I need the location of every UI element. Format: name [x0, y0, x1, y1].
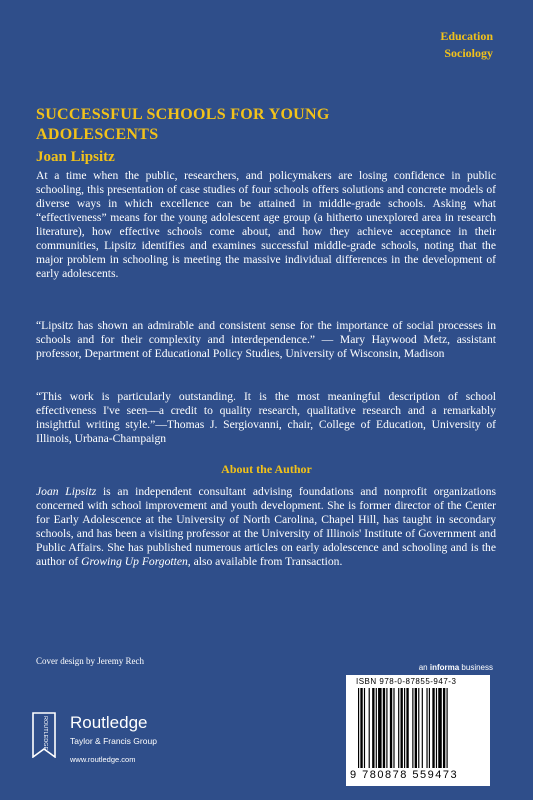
book-blurb: At a time when the public, researchers, and policymakers are losing confidence in public schooling, this presentation of case studies of four schools offers solutions and concrete models of diverse ways in which excellence can be attained in middle-grade schools. Asking what “effectiveness” means for the young adolescent age group (a hitherto unexplored area in research literature), how effective schools come about, and how they achieve acceptance in their communities, Lipsitz identifies and examines successful middle-grade schools, noting that the major problem in schooling is meeting the massive individual differences in the development of early adolescents. — [36, 169, 496, 280]
barcode-bars — [358, 688, 484, 768]
informa-prefix: an — [418, 663, 430, 672]
informa-suffix: business — [459, 663, 493, 672]
author-bio-name: Joan Lipsitz — [36, 485, 97, 498]
author-bio — [36, 485, 496, 569]
routledge-logo-icon — [30, 712, 58, 758]
subject-education: Education — [440, 29, 493, 43]
cover-design-credit: Cover design by Jeremy Rech — [36, 656, 144, 666]
review-quote-metz: “Lipsitz has shown an admirable and consistent sense for the importance of social processes in schools and for their complexity and interdependence.” — Mary Haywood Metz, assistant professor, Department of Educational Policy Studies, University of Wisconsin, Madison — [36, 319, 496, 360]
book-author: Joan Lipsitz — [36, 149, 115, 165]
author-bio-text: is an independent consultant advising foundations and nonprofit organizations concerned with school improvement and youth development. She is former director of the Center for Early Adolescence at the University of North Carolina, Chapel Hill, has taught in secondary schools, and has been a visiting professor at the University of Illinois' Institute of Government and Public Affairs. She has published numerous articles on early adolescence and schooling and is the author of — [36, 485, 496, 568]
informa-brand: informa — [429, 663, 460, 672]
routledge-logo — [30, 710, 230, 770]
book-title — [36, 105, 496, 145]
author-other-book: Growing Up Forgotten — [81, 555, 188, 568]
publisher-name: Routledge — [70, 713, 148, 732]
routledge-logo-text: ROUTLEDGE — [42, 716, 48, 751]
publisher-url: www.routledge.com — [70, 755, 136, 764]
isbn-label: ISBN 978-0-87855-947-3 — [356, 677, 457, 686]
book-title-line2: ADOLESCENTS — [36, 126, 159, 143]
book-title-line1: SUCCESSFUL SCHOOLS FOR YOUNG — [36, 106, 330, 123]
barcode — [346, 675, 490, 786]
review-quote-sergiovanni: “This work is particularly outstanding. It is the most meaningful description of school effectiveness I've seen—a credit to quality research, qualitative research and a remarkably insightful writing style.”—Thomas J. Sergiovanni, chair, College of Education, University of Illinois, Urbana-Champaign — [36, 390, 496, 445]
informa-business-tag — [419, 663, 493, 672]
about-author-heading: About the Author — [221, 462, 312, 476]
barcode-digits: 9 780878 559473 — [350, 769, 459, 781]
subject-sociology: Sociology — [444, 46, 493, 60]
subject-categories — [440, 28, 493, 62]
author-bio-tail: , also available from Transaction. — [187, 555, 343, 568]
publisher-group: Taylor & Francis Group — [70, 736, 157, 746]
